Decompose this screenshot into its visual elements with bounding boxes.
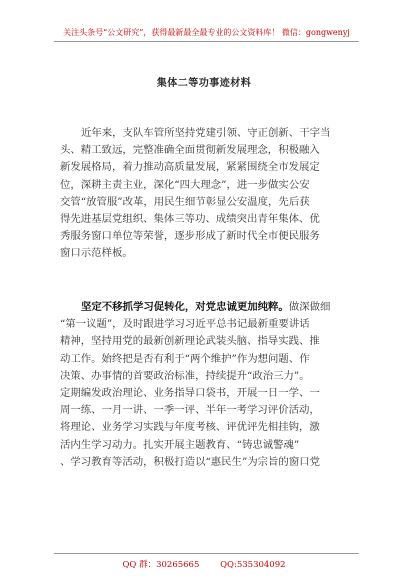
footer-qq-group: QQ 群：30265665 xyxy=(122,560,200,570)
paragraph-line: 、学习教育等活动，积极打造以“惠民生”为宗旨的窗口党 xyxy=(60,455,320,468)
paragraph-1 xyxy=(60,125,350,263)
paragraph-line: 新发展格局，着力推动高质量发展，紧紧围绕全市发展定 xyxy=(60,161,320,174)
paragraph-line: 得先进基层党组织、集体三等功、成绩突出青年集体、优 xyxy=(60,213,320,226)
paragraph-line: 窗口示范样板。 xyxy=(60,247,133,260)
paragraph-line: 头、精工致远，完整准确全面贯彻新发展理念，积极融入 xyxy=(60,144,320,157)
paragraph-line: 近年来，支队车管所坚持党建引领、守正创新、干字当 xyxy=(81,127,331,139)
paragraph-line: 将理论、业务学习实践与年度考核、评优评先相挂钩，激 xyxy=(60,421,320,434)
header-banner: 关注头条号“公文研究”，获得最新最全最专业的公文资料库！ 微信：gongwenyj xyxy=(63,28,350,37)
footer-contacts xyxy=(0,558,408,570)
paragraph-lead-heading: 坚定不移抓学习促转化，对党忠诚更加纯粹。 xyxy=(81,301,289,313)
paragraph-line: 秀服务窗口单位等荣誉，逐步形成了新时代全市便民服务 xyxy=(60,230,320,243)
paragraph-line: 交管“放管服”改革，用民生细节彰显公安温度，先后获 xyxy=(60,195,310,208)
paragraph-line: 位，深耕主责主业，深化“四大理念”，进一步做实公安 xyxy=(60,178,310,191)
paragraph-line: 活内生学习动力。扎实开展主题教育、“铸忠诚警魂” xyxy=(60,438,300,451)
paragraph-lead-tail: 做深做细 xyxy=(288,301,331,313)
paragraph-line: 精神，坚持用党的最新创新理论武装头脑、指导实践、推 xyxy=(60,335,320,348)
document-title: 集体二等功事迹材料 xyxy=(156,78,252,89)
paragraph-line xyxy=(60,299,350,316)
paragraph-line: 周一练、一月一讲、一季一评、半年一考学习评价活动， xyxy=(60,404,320,417)
paragraph-2 xyxy=(60,299,350,471)
footer-qq: QQ:535304092 xyxy=(220,560,286,570)
header-divider xyxy=(54,41,359,42)
paragraph-line: 动工作。始终把是否有利于“两个维护”作为想问题、作 xyxy=(60,352,310,365)
paragraph-line: “第一议题”，及时跟进学习习近平总书记最新重要讲话 xyxy=(60,318,310,331)
paragraph-line: 决策、办事情的首要政治标准，持续提升“政治三力”。 xyxy=(60,369,310,382)
paragraph-line: 定期编发政治理论、业务指导口袋书，开展一日一学、一 xyxy=(60,387,320,400)
footer-divider xyxy=(54,553,359,554)
